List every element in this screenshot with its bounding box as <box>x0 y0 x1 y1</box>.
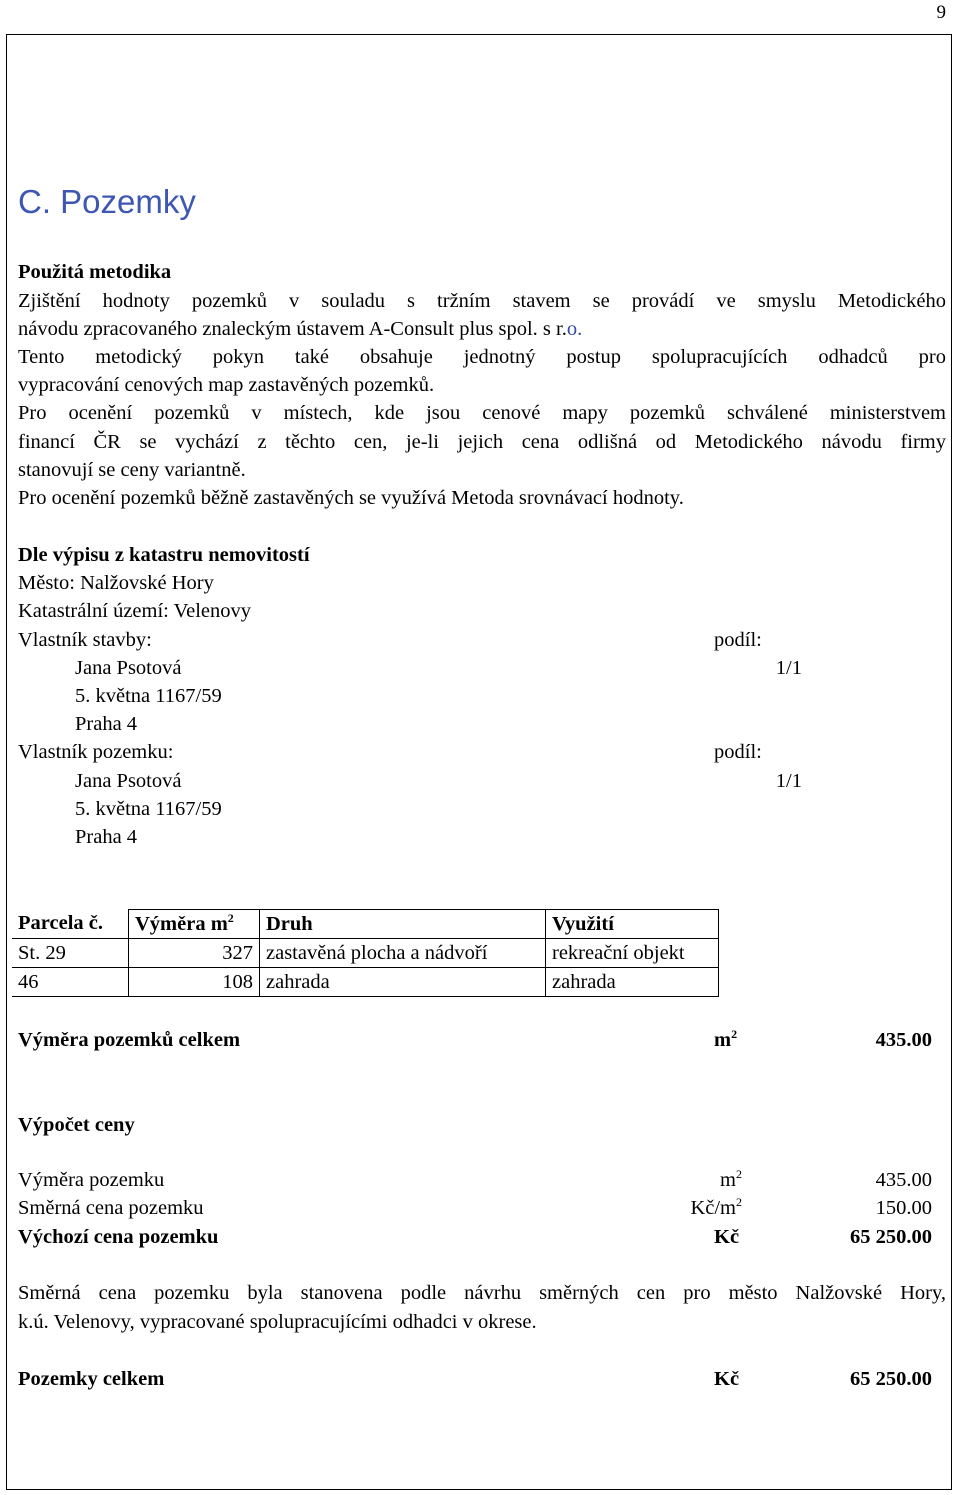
cell-use: zahrada <box>546 968 719 997</box>
methodology-line-3: Tento metodický pokyn také obsahuje jednotný postup spolupracujících odhadců pro <box>18 346 946 368</box>
total-area-label: Výměra pozemků celkem <box>18 1029 241 1051</box>
methodology-line-2-link: o. <box>566 318 583 340</box>
grand-total-label: Pozemky celkem <box>18 1368 165 1390</box>
total-area-value: 435.00 <box>875 1029 932 1051</box>
building-owner-share: 1/1 <box>775 657 802 679</box>
calc-row-baseprice-unit: Kč <box>714 1226 740 1248</box>
note-line-2: k.ú. Velenovy, vypracované spolupracujícími odhadci v okrese. <box>18 1311 537 1333</box>
land-owner-share: 1/1 <box>775 770 802 792</box>
header-area <box>129 910 260 939</box>
cell-area: 327 <box>129 939 260 968</box>
methodology-line-2 <box>18 318 582 341</box>
building-owner-label: Vlastník stavby: <box>18 629 152 651</box>
methodology-line-8: Pro ocenění pozemků běžně zastavěných se využívá Metoda srovnávací hodnoty. <box>18 487 684 509</box>
land-owner-name: Jana Psotová <box>75 770 182 792</box>
building-owner-city: Praha 4 <box>75 713 138 735</box>
cell-area: 108 <box>129 968 260 997</box>
table-row <box>12 968 719 997</box>
methodology-line-1: Zjištění hodnoty pozemků v souladu s tržním stavem se provádí ve smyslu Metodického <box>18 290 946 312</box>
cell-parcel: 46 <box>12 968 129 997</box>
header-area-text: Výměra m <box>135 912 228 935</box>
land-owner-city: Praha 4 <box>75 826 138 848</box>
calc-row-unitprice-label: Směrná cena pozemku <box>18 1197 204 1219</box>
note-line-1: Směrná cena pozemku byla stanovena podle návrhu směrných cen pro město Nalžovské Hory, <box>18 1282 946 1304</box>
methodology-line-5: Pro ocenění pozemků v místech, kde jsou cenové mapy pozemků schválené ministerstvem <box>18 402 946 424</box>
calc-row-unitprice-value: 150.00 <box>875 1197 932 1219</box>
building-owner-name: Jana Psotová <box>75 657 182 679</box>
building-owner-street: 5. května 1167/59 <box>75 685 222 707</box>
calc-row-area-unit <box>640 1169 742 1192</box>
cell-use: rekreační objekt <box>546 939 719 968</box>
calc-row-unitprice-unit <box>640 1197 742 1220</box>
methodology-title: Použitá metodika <box>18 261 172 283</box>
land-owner-street: 5. května 1167/59 <box>75 798 222 820</box>
header-area-sup: 2 <box>227 910 234 925</box>
land-owner-label: Vlastník pozemku: <box>18 741 174 763</box>
table-header-row <box>12 910 719 939</box>
total-area-unit-text: m <box>714 1029 732 1051</box>
building-share-label: podíl: <box>714 629 762 651</box>
header-type: Druh <box>260 910 546 939</box>
calc-row-baseprice-label: Výchozí cena pozemku <box>18 1226 219 1248</box>
cadastre-city: Město: Nalžovské Hory <box>18 572 214 594</box>
grand-total-unit: Kč <box>714 1368 740 1390</box>
total-area-unit-sup: 2 <box>731 1027 738 1041</box>
methodology-line-6: financí ČR se vychází z těchto cen, je-li jejich cena odlišná od Metodického návodu firmy <box>18 431 946 453</box>
calc-row-area-unit-text: m <box>720 1169 736 1191</box>
parcels-table <box>12 909 719 997</box>
calc-row-unitprice-unit-text: Kč/m <box>690 1197 736 1219</box>
calc-row-baseprice-value: 65 250.00 <box>850 1226 932 1248</box>
methodology-line-2-text: návodu zpracovaného znaleckým ústavem A-Consult plus spol. s r. <box>18 318 567 340</box>
section-heading: C. Pozemky <box>18 183 196 220</box>
total-area-unit <box>714 1029 737 1052</box>
cadastre-title: Dle výpisu z katastru nemovitostí <box>18 544 310 566</box>
table-row <box>12 939 719 968</box>
methodology-line-7: stanovují se ceny variantně. <box>18 459 246 481</box>
calc-row-area-value: 435.00 <box>875 1169 932 1191</box>
calculation-title: Výpočet ceny <box>18 1114 135 1136</box>
header-parcel: Parcela č. <box>12 910 129 939</box>
cell-parcel: St. 29 <box>12 939 129 968</box>
header-use: Využití <box>546 910 719 939</box>
calc-row-area-unit-sup: 2 <box>736 1167 742 1181</box>
page-number: 9 <box>936 2 946 23</box>
methodology-line-4: vypracování cenových map zastavěných pozemků. <box>18 374 435 396</box>
cadastre-area: Katastrální území: Velenovy <box>18 600 252 622</box>
cell-type: zahrada <box>260 968 546 997</box>
cell-type: zastavěná plocha a nádvoří <box>260 939 546 968</box>
calc-row-area-label: Výměra pozemku <box>18 1169 165 1191</box>
calc-row-unitprice-unit-sup: 2 <box>736 1195 742 1209</box>
grand-total-value: 65 250.00 <box>850 1368 932 1390</box>
land-share-label: podíl: <box>714 741 762 763</box>
